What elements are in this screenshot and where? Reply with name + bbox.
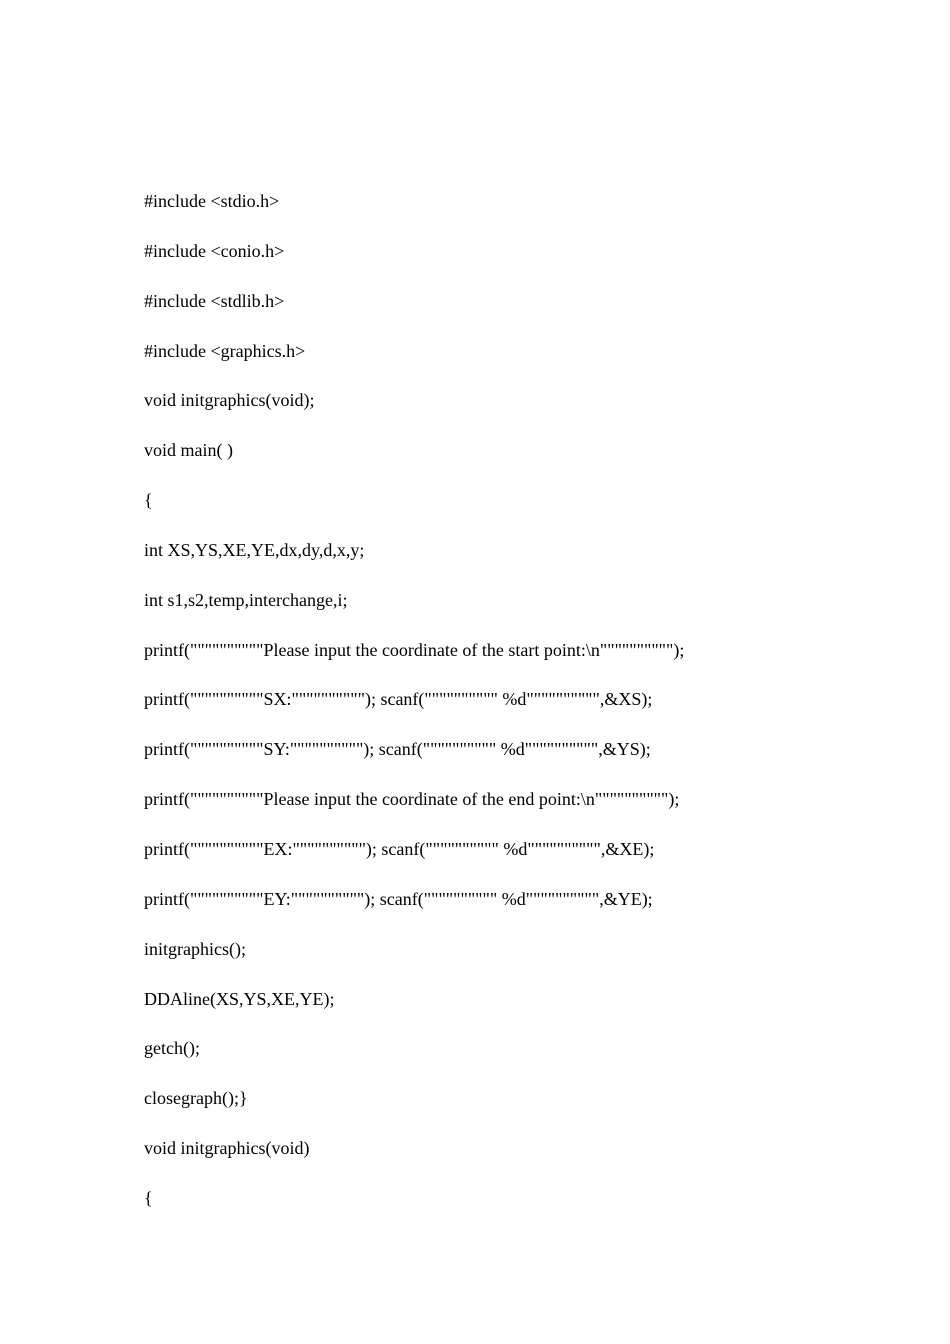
code-line: void initgraphics(void);	[144, 390, 315, 411]
code-line: closegraph();}	[144, 1088, 248, 1109]
code-line: printf(""""""""""EX:""""""""""); scanf("""""""""" %d"""""""""",&XE);	[144, 838, 655, 859]
code-line: int s1,s2,temp,interchange,i;	[144, 589, 348, 610]
code-line: #include <stdio.h>	[144, 191, 280, 211]
code-line: printf(""""""""""Please input the coordinate of the start point:\n"""""""""");	[144, 639, 685, 660]
code-line: DDAline(XS,YS,XE,YE);	[144, 988, 335, 1009]
code-line: {	[144, 490, 153, 511]
code-line: #include <graphics.h>	[144, 340, 306, 361]
code-line: #include <conio.h>	[144, 240, 285, 261]
code-line: initgraphics();	[144, 938, 246, 959]
code-line: printf(""""""""""Please input the coordinate of the end point:\n"""""""""");	[144, 789, 680, 810]
code-line: void initgraphics(void)	[144, 1138, 310, 1159]
code-line: printf(""""""""""SY:""""""""""); scanf("""""""""" %d"""""""""",&YS);	[144, 739, 651, 760]
code-line: void main( )	[144, 440, 233, 461]
code-line: printf(""""""""""EY:""""""""""); scanf("""""""""" %d"""""""""",&YE);	[144, 888, 653, 909]
code-line: int XS,YS,XE,YE,dx,dy,d,x,y;	[144, 539, 365, 560]
code-listing	[144, 188, 684, 1235]
code-line: printf(""""""""""SX:""""""""""); scanf("""""""""" %d"""""""""",&XS);	[144, 689, 653, 710]
code-line: getch();	[144, 1038, 200, 1059]
code-line: #include <stdlib.h>	[144, 290, 285, 311]
code-line: {	[144, 1187, 153, 1208]
